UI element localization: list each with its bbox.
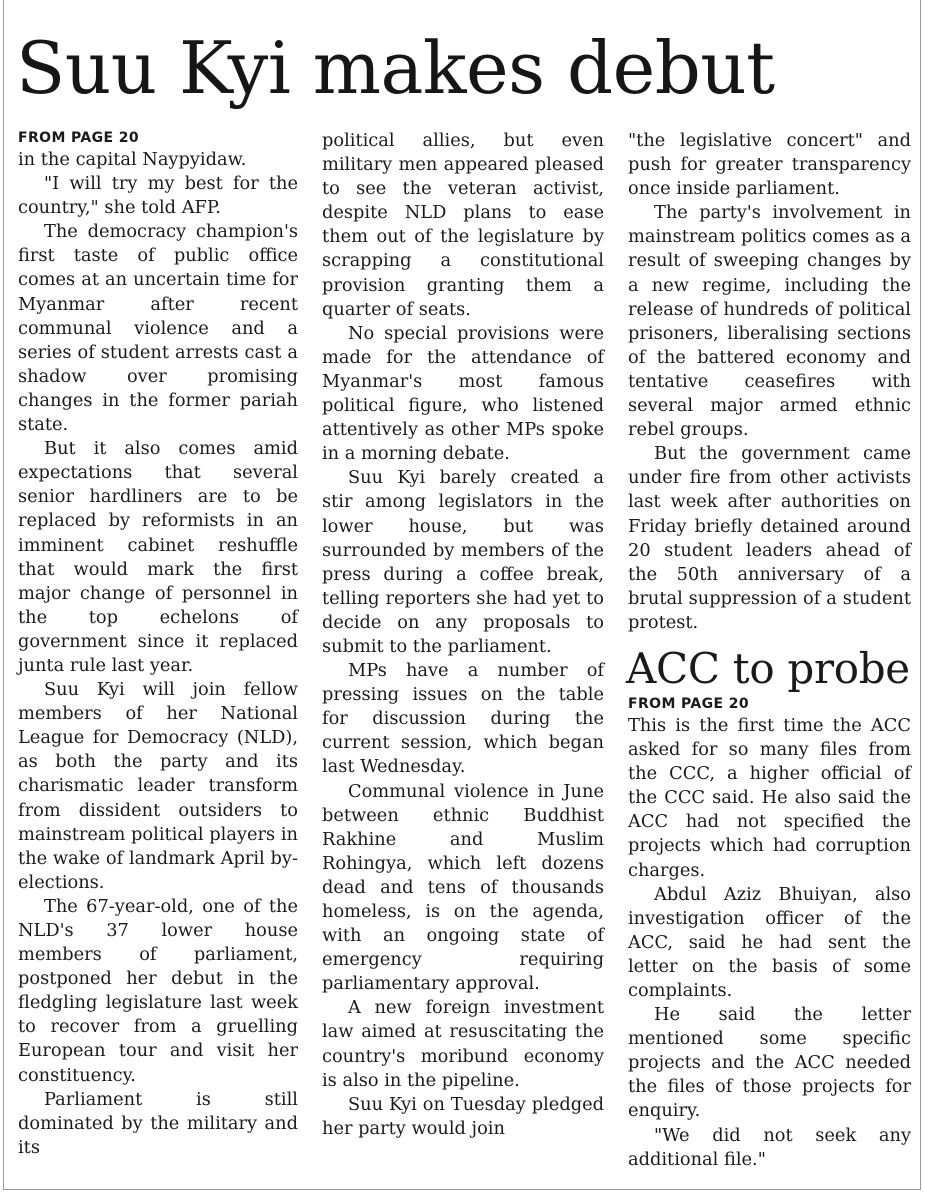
paragraph: in the capital Naypyidaw.	[18, 149, 247, 170]
paragraph: No special provisions were made for the attendance of Myanmar's most famous political figure, who listened attentively as other MPs spoke in a morning debate.	[322, 322, 604, 465]
paragraph: The democracy champion's first taste of public office comes at an uncertain time for Myanmar after recent communal violence and a series of student arrests cast a shadow over promising changes in the former pariah state.	[18, 221, 298, 436]
paragraph: The party's involvement in mainstream politics comes as a result of sweeping changes by a new regime, including the release of hundreds of political prisoners, liberalising sections of the battered economy and tentative ceasefires with several major armed ethnic rebel groups.	[628, 202, 911, 441]
paragraph: Parliament is still dominated by the military and its	[18, 1088, 298, 1158]
paragraph: He said the letter mentioned some specific projects and the ACC needed the files of those projects for enquiry.	[628, 1004, 911, 1122]
paragraph: Suu Kyi on Tuesday pledged her party would join	[322, 1093, 604, 1139]
paragraph: MPs have a number of pressing issues on the table for discussion during the current session, which began last Wednesday.	[322, 660, 604, 778]
paragraph: "We did not seek any additional file."	[628, 1124, 911, 1170]
paragraph: But the government came under fire from other activists last week after authorities on Friday briefly detained around 20 student leaders ahead of the 50th anniversary of a brutal suppression of a student protest.	[628, 443, 911, 633]
paragraph: But it also comes amid expectations that several senior hardliners are to be replaced by reformists in an imminent cabinet reshuffle that would mark the first major change of personnel in the top echelons of government since it replaced junta rule last year.	[18, 438, 298, 676]
paragraph: "I will try my best for the country," she told AFP.	[18, 173, 298, 219]
paragraph: Abdul Aziz Bhuiyan, also investigation officer of the ACC, said he had sent the letter on the basis of some complaints.	[628, 883, 911, 1001]
article-column-1	[18, 129, 298, 1160]
article-column-2	[322, 129, 604, 1141]
article-column-3	[628, 129, 911, 1172]
paragraph: Suu Kyi will join fellow members of her National League for Democracy (NLD), as both the party and its charismatic leader transform from dissident outsiders to mainstream political players in the wake of landmark April by-elections.	[18, 679, 298, 893]
headline: Suu Kyi makes debut	[16, 26, 775, 110]
paragraph: political allies, but even military men appeared pleased to see the veteran activist, despite NLD plans to ease them out of the legislature by scrapping a constitutional provision granting them a quarter of seats.	[322, 130, 604, 320]
paragraph: This is the first time the ACC asked for so many files from the CCC, a higher official of the CCC said. He also said the ACC had not specified the projects which had corruption charges.	[628, 714, 911, 881]
second-article-headline: ACC to probe	[626, 643, 910, 693]
paragraph: "the legislative concert" and push for greater transparency once inside parliament.	[628, 130, 911, 200]
second-article-kicker: FROM PAGE 20	[628, 695, 750, 712]
paragraph: Suu Kyi barely created a stir among legislators in the lower house, but was surrounded by members of the press during a coffee break, telling reporters she had yet to decide on any proposals to submit to the parliament.	[322, 467, 604, 657]
from-page-kicker: FROM PAGE 20	[18, 130, 140, 146]
paragraph: The 67-year-old, one of the NLD's 37 lower house members of parliament, postponed her debut in the fledgling legislature last week to recover from a gruelling European tour and visit her constituency.	[18, 895, 298, 1086]
paragraph: A new foreign investment law aimed at resuscitating the country's moribund economy is also in the pipeline.	[322, 997, 604, 1091]
paragraph: Communal violence in June between ethnic Buddhist Rakhine and Muslim Rohingya, which left dozens dead and tens of thousands homeless, is on the agenda, with an ongoing state of emergency requiring parliamentary approval.	[322, 780, 604, 995]
